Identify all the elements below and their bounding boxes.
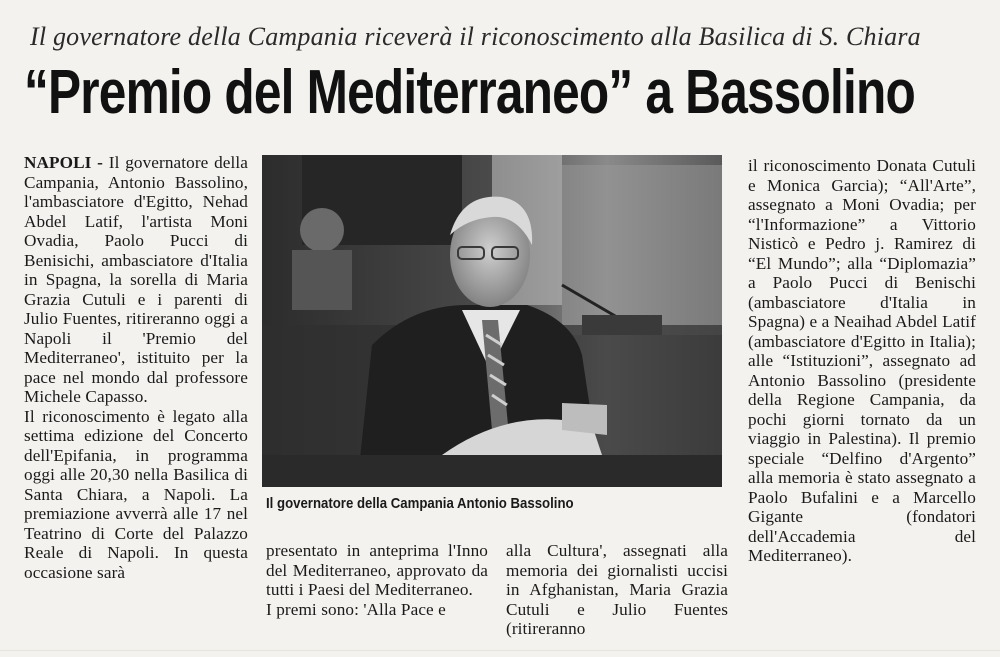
article-column-4 bbox=[748, 156, 976, 566]
column-3-text: alla Cultura', assegnati alla memoria dei giornalisti uccisi in Afghanistan, Maria Grazia Cutuli e Julio Fuentes (ritireranno bbox=[506, 541, 728, 638]
column-2-text-2: I premi sono: 'Alla Pace e bbox=[266, 599, 446, 619]
article-column-3 bbox=[506, 541, 728, 639]
article-kicker: Il governatore della Campania riceverà il riconoscimento alla Basilica di S. Chiara bbox=[30, 22, 921, 51]
article-column-1 bbox=[24, 153, 248, 582]
article-photo bbox=[262, 155, 722, 487]
article-headline: “Premio del Mediterraneo” a Bassolino bbox=[24, 58, 916, 127]
photo-caption: Il governatore della Campania Antonio Bassolino bbox=[266, 495, 574, 512]
paragraph-2: Il riconoscimento è legato alla settima edizione del Concerto dell'Epifania, in programma oggi alle 20,30 nella Basilica di Santa Chiara, a Napoli. La premiazione avverrà alle 17 nel Teatrino di Corte del Palazzo Reale di Napoli. In questa occasione sarà bbox=[24, 406, 248, 582]
paragraph-1-text: Il governatore della Campania, Antonio Bassolino, l'ambasciatore d'Egitto, Nehad Abdel Latif, l'artista Moni Ovadia, Paolo Pucci di Benisichi, ambasciatore d'Italia in Spagna, la sorella di Maria Grazia Cutuli e i parenti di Julio Fuentes, ritireranno oggi a Napoli il 'Premio del Mediterraneo', istituito per la pace nel mondo dal professore Michele Capasso. bbox=[24, 153, 249, 406]
paragraph-1 bbox=[24, 153, 248, 407]
page-edge bbox=[0, 650, 1000, 651]
column-4-text: il riconoscimento Donata Cutuli e Monica Garcia); “All'Arte”, assegnato a Moni Ovadia; per “l'Informazione” a Vittorio Nisticò e Pedro j. Ramirez di “El Mundo”; alla “Diplomazia” a Paolo Pucci di Benischi (ambasciatore d'Italia in Spagna) e a Neaihad Abdel Latif (ambasciatore d'Egitto in Italia); alle “Istituzioni”, assegnato ad Antonio Bassolino (presidente della Regione Campania, da pochi giorni tornato da un viaggio in Palestina). Il premio speciale “Delfino d'Argento” alla memoria è stato assegnato a Paolo Bufalini e a Marcello Gigante (fondatori dell'Accademia del Mediterraneo). bbox=[748, 156, 976, 565]
column-2-text: presentato in anteprima l'Inno del Mediterraneo, approvato da tutti i Paesi del Mediterraneo. bbox=[266, 541, 488, 599]
article-column-2 bbox=[266, 541, 488, 619]
dateline: NAPOLI - bbox=[24, 153, 104, 172]
